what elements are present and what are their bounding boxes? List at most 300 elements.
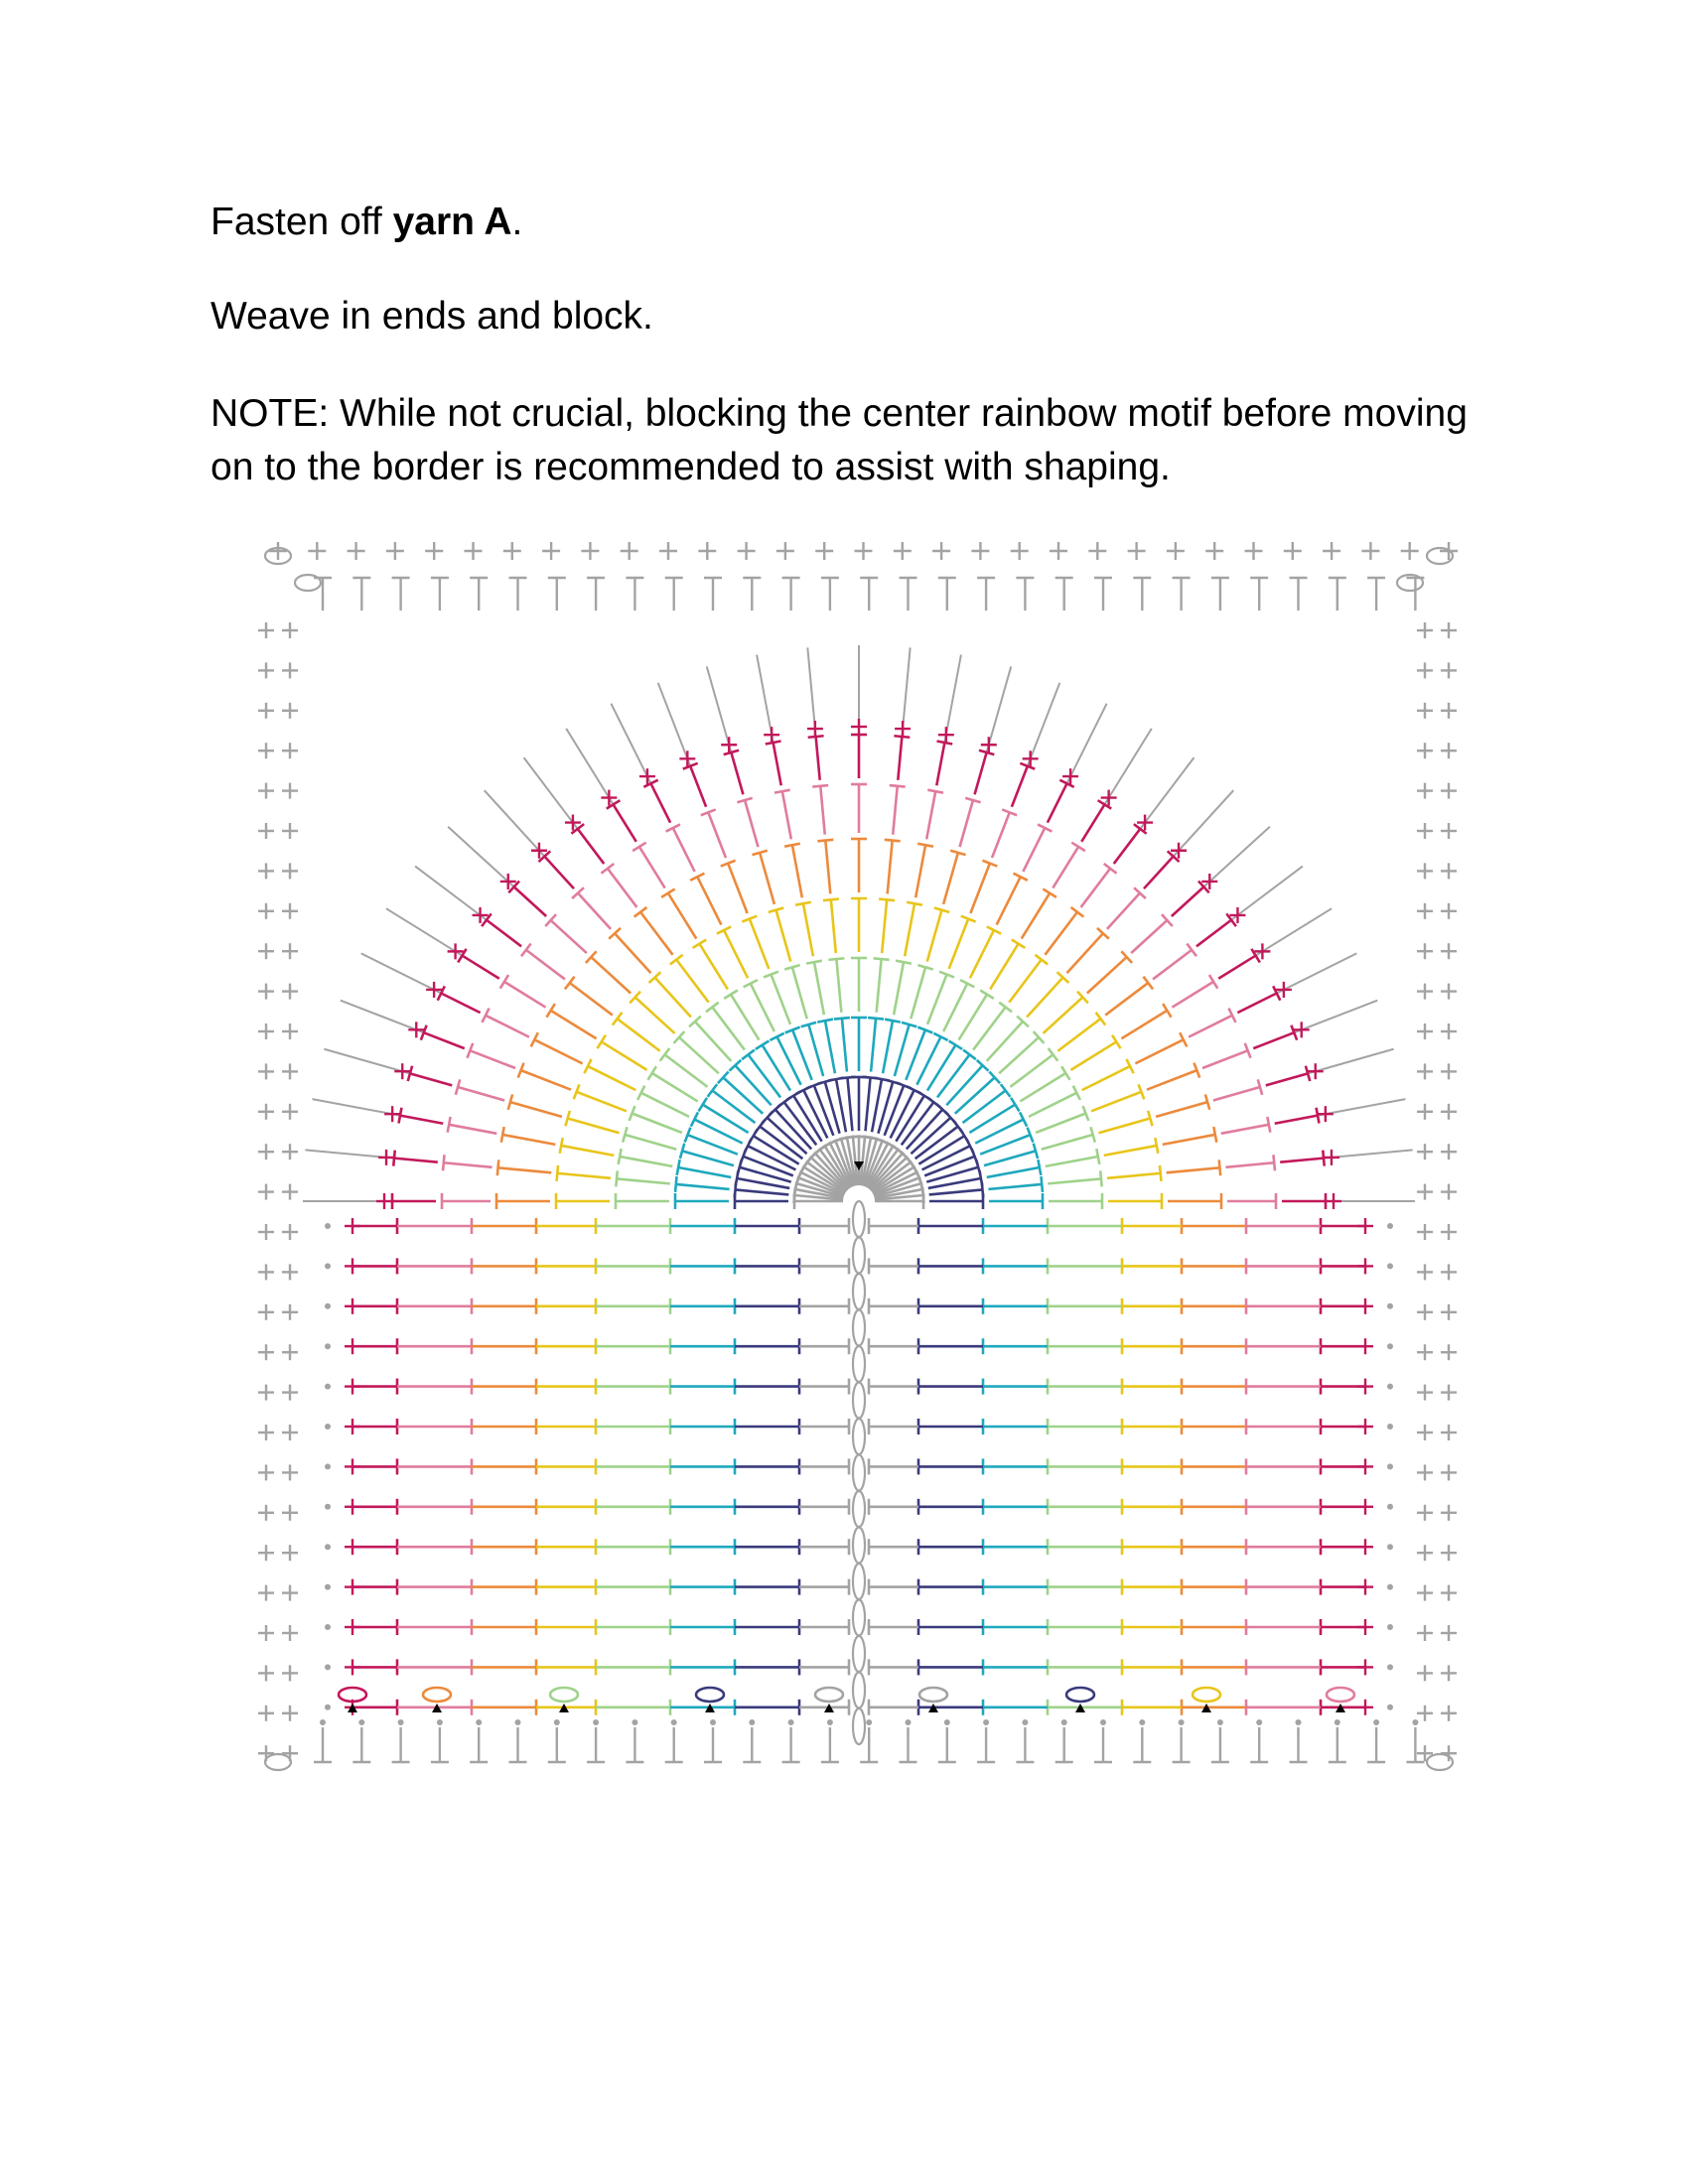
ray-stitch-pink [578, 893, 611, 929]
plus-stitch-mark [1357, 1218, 1373, 1234]
outer-ray-stitch [1277, 953, 1357, 993]
ray-stitch-teal [927, 1045, 955, 1091]
row-stitch-mark [799, 1379, 849, 1395]
row-stitch-mark [536, 1419, 596, 1434]
ray-cap-yellow [693, 939, 707, 947]
ray-stitch-yellow [882, 899, 887, 953]
ray-stitch-green [1046, 1157, 1098, 1166]
dot-stitch-mark [325, 1664, 331, 1670]
standing-stitch-mark [1367, 578, 1385, 611]
ray-stitch-orange [825, 841, 830, 894]
row-stitch-mark [670, 1659, 735, 1675]
row-stitch-mark [670, 1338, 735, 1354]
plus-stitch-mark [282, 743, 298, 758]
plus-stitch-mark [1417, 984, 1433, 1000]
outer-ray-stitch [1140, 757, 1194, 829]
row-stitch-mark [1048, 1338, 1122, 1354]
plus-stitch-mark [258, 984, 274, 1000]
dot-stitch-mark [325, 1624, 331, 1630]
ray-stitch-green [771, 975, 790, 1024]
plus-stitch-mark [282, 1264, 298, 1280]
chain-stitch-loop [853, 1419, 865, 1454]
dot-stitch-mark [325, 1384, 331, 1390]
plus-stitch-mark [425, 542, 443, 560]
standing-stitch-mark [860, 578, 878, 611]
plus-stitch-mark [282, 1224, 298, 1240]
plus-stitch-mark [1441, 1505, 1457, 1521]
standing-stitch-mark [900, 578, 917, 611]
ray-cap-green [806, 961, 822, 964]
row-stitch-mark [735, 1659, 799, 1675]
row-stitch-mark [799, 1539, 849, 1555]
ray-stitch-orange [615, 933, 650, 973]
dot-stitch-mark [1387, 1624, 1393, 1630]
standing-stitch-mark [470, 578, 488, 611]
plus-stitch-mark [1441, 1063, 1457, 1079]
row-stitch-mark [918, 1298, 983, 1314]
start-chain-loop [423, 1688, 451, 1702]
row-stitch-mark [869, 1539, 918, 1555]
row-stitch-mark [1246, 1379, 1321, 1395]
plus-stitch-mark [1357, 1338, 1373, 1354]
ray-stitch-green [641, 1093, 689, 1117]
ray-stitch-green [625, 1135, 676, 1150]
ray-stitch-green [712, 1007, 745, 1049]
ray-stitch-orange [1156, 1102, 1207, 1117]
ray-cap-green [1049, 1048, 1058, 1061]
ray-cap-green [1100, 1170, 1101, 1186]
plus-stitch-mark [895, 721, 911, 737]
plus-stitch-mark [258, 1144, 274, 1160]
row-stitch-mark [869, 1579, 918, 1595]
row-stitch-mark [536, 1458, 596, 1474]
yarn-label: yarn A [392, 201, 512, 243]
standing-stitch-mark [392, 578, 410, 611]
dot-stitch-mark [325, 1424, 331, 1430]
dot-stitch-mark [325, 1705, 331, 1710]
plus-stitch-mark [1441, 903, 1457, 919]
plus-stitch-mark [1323, 542, 1340, 560]
row-stitch-mark [1048, 1539, 1122, 1555]
plus-stitch-mark [1417, 1144, 1433, 1160]
ray-cap-green [999, 1003, 1012, 1013]
plus-stitch-mark [1357, 1258, 1373, 1274]
plus-stitch-mark [258, 903, 274, 919]
ray-cap-teal [675, 1176, 676, 1192]
dot-stitch-mark [1217, 1719, 1223, 1725]
row-stitch-mark [1246, 1539, 1321, 1555]
ray-stitch-green [927, 975, 947, 1024]
ray-stitch-pink [639, 847, 665, 888]
ray-cap-teal [885, 1020, 901, 1023]
row-stitch-mark [670, 1379, 735, 1395]
plus-stitch-mark [1441, 1224, 1457, 1240]
standing-stitch-mark [548, 1727, 566, 1762]
plus-stitch-mark [258, 1665, 274, 1681]
ray-cap-teal [1038, 1160, 1041, 1175]
plus-stitch-mark [258, 1706, 274, 1721]
chain-stitch-loop [853, 1564, 865, 1599]
row-stitch-mark [983, 1218, 1048, 1234]
dot-stitch-mark [325, 1504, 331, 1510]
dot-stitch-mark [1387, 1705, 1393, 1710]
plus-stitch-mark [815, 542, 833, 560]
ray-cap-magenta [936, 742, 952, 745]
row-stitch-mark [670, 1218, 735, 1234]
ray-stitch-magenta [1280, 1159, 1324, 1162]
row-stitch-mark [596, 1700, 670, 1715]
ray-stitch-magenta [975, 752, 987, 794]
ray-cap-yellow [1096, 1013, 1106, 1025]
ray-stitch-orange [943, 853, 958, 904]
ray-stitch-green [664, 1054, 707, 1087]
plus-stitch-mark [282, 1144, 298, 1160]
standing-stitch-mark [314, 578, 332, 611]
row-stitch-mark [869, 1258, 918, 1274]
plus-stitch-mark [1417, 1625, 1433, 1641]
ray-stitch-pink [1053, 847, 1078, 888]
dot-stitch-mark [325, 1584, 331, 1590]
ray-stitch-teal [984, 1151, 1036, 1165]
standing-stitch-mark [1250, 578, 1268, 611]
chain-stitch-loop [853, 1346, 865, 1382]
plus-stitch-mark [1417, 622, 1433, 638]
plus-stitch-mark [386, 542, 404, 560]
standing-stitch-mark [821, 1727, 839, 1762]
ray-cap-green [660, 1048, 670, 1061]
plus-stitch-mark [258, 1464, 274, 1480]
dot-stitch-mark [325, 1343, 331, 1349]
ray-stitch-pink [608, 869, 637, 907]
standing-stitch-mark [1016, 1727, 1034, 1762]
plus-stitch-mark [348, 542, 365, 560]
ray-cap-orange [917, 844, 933, 847]
row-stitch-mark [1122, 1338, 1182, 1354]
row-stitch-mark [983, 1499, 1048, 1515]
row-stitch-mark [869, 1659, 918, 1675]
plus-stitch-mark [282, 1464, 298, 1480]
row-stitch-mark [799, 1579, 849, 1595]
plus-stitch-mark [282, 1184, 298, 1200]
ray-cap-teal [742, 1050, 755, 1060]
standing-stitch-mark [626, 1727, 643, 1762]
ray-stitch-yellow [927, 910, 942, 962]
ray-stitch-magenta [394, 1159, 438, 1162]
plus-stitch-mark [1441, 783, 1457, 799]
row-stitch-mark [1122, 1619, 1182, 1635]
ray-stitch-pink [992, 812, 1010, 858]
plus-stitch-mark [258, 703, 274, 719]
row-stitch-mark [670, 1258, 735, 1274]
row-stitch-mark [1246, 1338, 1321, 1354]
ray-cap-yellow [879, 899, 895, 900]
ray-stitch-magenta [690, 766, 706, 807]
plus-stitch-mark [1357, 1298, 1373, 1314]
outer-ray-stitch [1104, 729, 1151, 805]
chain-stitch-loop [853, 1383, 865, 1419]
ray-stitch-pink [1131, 920, 1167, 953]
plus-stitch-mark [282, 1585, 298, 1601]
row-stitch-mark [397, 1218, 472, 1234]
plus-stitch-mark [1318, 1106, 1334, 1122]
plus-stitch-mark [282, 1304, 298, 1320]
ray-stitch-green [973, 1007, 1006, 1049]
ray-stitch-pink [449, 1125, 496, 1134]
ray-stitch-teal [735, 1065, 771, 1105]
ray-stitch-pink [1225, 1162, 1274, 1167]
row-stitch-mark [1048, 1499, 1122, 1515]
plus-stitch-mark [1357, 1379, 1373, 1395]
plus-stitch-mark [1417, 1024, 1433, 1039]
dot-stitch-mark [398, 1719, 404, 1725]
plus-stitch-mark [282, 823, 298, 839]
ray-stitch-magenta [816, 737, 820, 780]
corner-chain-loop [1427, 1754, 1453, 1770]
row-stitch-mark [1182, 1298, 1246, 1314]
ray-stitch-magenta [1275, 1116, 1318, 1124]
plus-stitch-mark [258, 783, 274, 799]
dot-stitch-mark [944, 1719, 950, 1725]
plus-stitch-mark [282, 1425, 298, 1440]
dot-stitch-mark [358, 1719, 364, 1725]
ray-stitch-magenta [651, 783, 671, 822]
dot-stitch-mark [1296, 1719, 1302, 1725]
plus-stitch-mark [581, 542, 599, 560]
ray-stitch-orange [502, 1135, 555, 1145]
plus-stitch-mark [1441, 1385, 1457, 1401]
ray-stitch-green [792, 967, 807, 1019]
row-stitch-mark [735, 1619, 799, 1635]
ray-stitch-teal [963, 1091, 1006, 1124]
row-stitch-mark [799, 1338, 849, 1354]
chain-stitch-loop [853, 1528, 865, 1564]
row-stitch-mark [536, 1338, 596, 1354]
ray-cap-green [706, 1003, 719, 1013]
row-stitch-mark [983, 1659, 1048, 1675]
ray-stitch-orange [1147, 1070, 1196, 1090]
plus-stitch-mark [1441, 863, 1457, 879]
row-stitch-mark [918, 1258, 983, 1274]
plus-stitch-mark [282, 984, 298, 1000]
ray-stitch-green [751, 984, 774, 1031]
row-stitch-mark [869, 1338, 918, 1354]
row-stitch-mark [735, 1700, 799, 1715]
outer-ray-stitch [1256, 908, 1333, 955]
standing-stitch-mark [900, 1727, 917, 1762]
row-stitch-mark [1048, 1379, 1122, 1395]
ray-stitch-teal [946, 1065, 982, 1105]
dot-stitch-mark [632, 1719, 637, 1725]
outer-ray-stitch [1308, 1049, 1394, 1074]
plus-stitch-mark [807, 721, 823, 737]
row-stitch-mark [1182, 1338, 1246, 1354]
dot-stitch-mark [788, 1719, 794, 1725]
row-stitch-mark [983, 1458, 1048, 1474]
start-chain-loop [815, 1688, 843, 1702]
standing-stitch-mark [1016, 578, 1034, 611]
ray-stitch-yellow [949, 919, 969, 969]
standing-stitch-mark [1133, 578, 1151, 611]
ray-stitch-yellow [1057, 1019, 1100, 1051]
row-stitch-mark [1048, 1298, 1122, 1314]
plus-stitch-mark [345, 1659, 360, 1675]
row-stitch-mark [1048, 1458, 1122, 1474]
plus-stitch-mark [1441, 1665, 1457, 1681]
ray-stitch-orange [1045, 912, 1077, 955]
ray-stitch-green [1020, 1073, 1065, 1101]
outer-ray-stitch [361, 953, 442, 993]
ray-stitch-magenta [1253, 1032, 1294, 1048]
plus-stitch-mark [1417, 823, 1433, 839]
plus-stitch-mark [1417, 1304, 1433, 1320]
plus-stitch-mark [542, 542, 560, 560]
plus-stitch-mark [1417, 1264, 1433, 1280]
plus-stitch-mark [855, 542, 873, 560]
plus-stitch-mark [1441, 1304, 1457, 1320]
plus-stitch-mark [345, 1338, 360, 1354]
plus-stitch-mark [1441, 1024, 1457, 1039]
plus-stitch-mark [1441, 622, 1457, 638]
outer-ray-stitch [1294, 1001, 1377, 1033]
ray-cap-teal [963, 1050, 976, 1060]
ray-cap-orange [1219, 1160, 1220, 1175]
standing-stitch-mark [1133, 1727, 1151, 1762]
row-stitch-mark [983, 1298, 1048, 1314]
dot-stitch-mark [827, 1719, 833, 1725]
plus-stitch-mark [1401, 542, 1419, 560]
row-stitch-mark [536, 1379, 596, 1395]
row-stitch-mark [536, 1659, 596, 1675]
standing-stitch-mark [392, 1727, 410, 1762]
ray-stitch-indigo [929, 1189, 983, 1194]
dot-stitch-mark [1387, 1343, 1393, 1349]
standing-stitch-mark [1055, 578, 1073, 611]
dot-stitch-mark [906, 1719, 912, 1725]
dot-stitch-mark [671, 1719, 677, 1725]
ray-stitch-orange [570, 983, 613, 1016]
outer-ray-stitch [1174, 790, 1234, 857]
standing-stitch-mark [470, 1727, 488, 1762]
ray-stitch-yellow [1070, 1041, 1116, 1069]
ray-cap-orange [817, 840, 833, 841]
row-stitch-mark [1122, 1579, 1182, 1595]
row-stitch-mark [1246, 1499, 1321, 1515]
row-stitch-mark [983, 1258, 1048, 1274]
plus-stitch-mark [258, 1304, 274, 1320]
ray-stitch-pink [782, 791, 791, 839]
ray-stitch-magenta [410, 1073, 452, 1085]
row-stitch-mark [1048, 1419, 1122, 1434]
ray-stitch-teal [825, 1021, 835, 1073]
row-stitch-mark [869, 1298, 918, 1314]
row-stitch-mark [596, 1499, 670, 1515]
plus-stitch-mark [378, 1150, 394, 1165]
row-stitch-mark [596, 1539, 670, 1555]
ray-stitch-pink [486, 1016, 529, 1037]
row-stitch-mark [735, 1218, 799, 1234]
dot-stitch-mark [1256, 1719, 1262, 1725]
row-stitch-mark [918, 1579, 983, 1595]
row-stitch-mark [397, 1579, 472, 1595]
standing-stitch-mark [860, 1727, 878, 1762]
row-stitch-mark [799, 1298, 849, 1314]
ray-stitch-green [1010, 1054, 1053, 1087]
dot-stitch-mark [1387, 1303, 1393, 1309]
row-stitch-mark [1122, 1298, 1182, 1314]
standing-stitch-mark [704, 578, 722, 611]
row-stitch-mark [735, 1298, 799, 1314]
row-stitch-mark [1122, 1659, 1182, 1675]
ray-cap-pink [927, 790, 943, 793]
plus-stitch-mark [1441, 1264, 1457, 1280]
ray-cap-pink [633, 843, 646, 851]
ray-stitch-pink [470, 1050, 515, 1068]
chain-stitch-loop [853, 1636, 865, 1672]
ray-cap-magenta [1317, 1108, 1320, 1124]
row-stitch-mark [1182, 1579, 1246, 1595]
ray-stitch-pink [1202, 1050, 1248, 1068]
plus-stitch-mark [1205, 542, 1223, 560]
plus-stitch-mark [282, 903, 298, 919]
plus-stitch-mark [345, 1499, 360, 1515]
plus-stitch-mark [1417, 1425, 1433, 1440]
ray-stitch-green [1042, 1135, 1093, 1150]
plus-stitch-mark [345, 1539, 360, 1555]
plus-stitch-mark [282, 703, 298, 719]
plus-stitch-mark [1441, 1104, 1457, 1120]
standing-stitch-mark [1290, 578, 1308, 611]
corner-chain-loop [265, 1754, 291, 1770]
row-stitch-mark [983, 1700, 1048, 1715]
ray-cap-orange [661, 888, 675, 896]
dot-stitch-mark [476, 1719, 482, 1725]
row-stitch-mark [397, 1338, 472, 1354]
row-stitch-mark [472, 1458, 536, 1474]
standing-stitch-mark [1406, 1727, 1424, 1762]
plus-stitch-mark [308, 542, 326, 560]
row-stitch-mark [472, 1338, 536, 1354]
ray-cap-yellow [907, 902, 922, 905]
plus-stitch-mark [1441, 1545, 1457, 1561]
ray-cap-orange [1071, 907, 1084, 917]
row-stitch-mark [596, 1298, 670, 1314]
standing-stitch-mark [587, 1727, 605, 1762]
row-stitch-mark [536, 1258, 596, 1274]
ray-cap-yellow [1012, 939, 1026, 947]
plus-stitch-mark [1417, 943, 1433, 959]
row-stitch-mark [596, 1258, 670, 1274]
ray-cap-green [1096, 1149, 1099, 1164]
ray-stitch-orange [534, 1039, 582, 1063]
plus-stitch-mark [1441, 984, 1457, 1000]
plus-stitch-mark [282, 783, 298, 799]
chain-stitch-loop [853, 1455, 865, 1491]
row-stitch-mark [1246, 1619, 1321, 1635]
chain-stitch-loop [853, 1600, 865, 1636]
row-stitch-mark [869, 1379, 918, 1395]
ray-cap-teal [868, 1018, 884, 1019]
plus-stitch-mark [971, 542, 989, 560]
ray-stitch-green [731, 995, 759, 1040]
row-stitch-mark [735, 1458, 799, 1474]
row-stitch-mark [1182, 1258, 1246, 1274]
row-stitch-mark [670, 1499, 735, 1515]
ray-cap-green [616, 1170, 617, 1186]
ray-stitch-yellow [990, 944, 1018, 990]
chain-stitch-loop [853, 1673, 865, 1708]
plus-stitch-mark [282, 1706, 298, 1721]
fasten-off-prefix: Fasten off [211, 201, 393, 243]
